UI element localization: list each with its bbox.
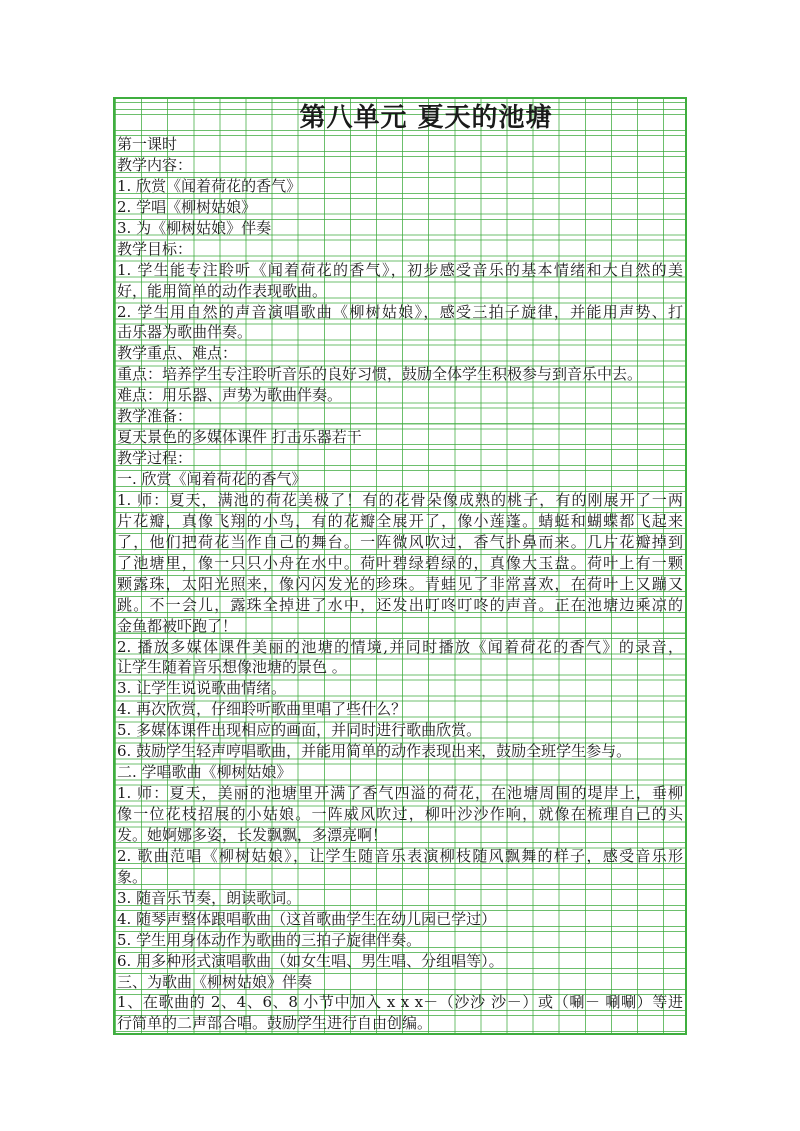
text-line: 颗露珠，太阳光照来，像闪闪发光的珍珠。青蛙见了非常喜欢，在荷叶上又蹦又 — [117, 574, 683, 593]
paragraph — [117, 951, 683, 972]
text-line: 5. 学生用身体动作为歌曲的三拍子旋律伴奏。 — [117, 930, 422, 949]
text-line: 重点：培养学生专注聆听音乐的良好习惯，鼓励全体学生积极参与到音乐中去。 — [117, 365, 643, 384]
paragraph — [117, 155, 683, 176]
document-body — [117, 134, 683, 1034]
text-line: 1. 欣赏《闻着荷花的香气》 — [117, 176, 302, 195]
text-line: 教学过程： — [117, 449, 193, 468]
paragraph — [117, 469, 683, 490]
paragraph — [117, 302, 683, 344]
text-line: 3. 为《柳树姑娘》伴奏 — [117, 218, 272, 237]
paragraph — [117, 406, 683, 427]
text-line: 像一位花枝招展的小姑娘。一阵威风吹过，柳叶沙沙作响，就像在梳理自己的头 — [117, 805, 683, 823]
text-line: 1. 学生能专注聆听《闻着荷花的香气》，初步感受音乐的基本情绪和大自然的美 — [117, 260, 683, 279]
text-line: 3. 随音乐节奏，朗读歌词。 — [117, 888, 302, 907]
text-line: 三、为歌曲《柳树姑娘》伴奏 — [117, 972, 313, 991]
grid-paper-page — [113, 97, 687, 1035]
paragraph — [117, 239, 683, 260]
paragraph — [117, 637, 683, 679]
text-line: 第一课时 — [117, 135, 178, 153]
text-line: 5. 多媒体课件出现相应的画面，并同时进行歌曲欣赏。 — [117, 721, 482, 740]
text-line: 夏天景色的多媒体课件 打击乐器若干 — [117, 428, 362, 447]
text-line: 教学内容： — [117, 155, 193, 174]
text-line: 了池塘里，像一只只小舟在水中。荷叶碧绿碧绿的，真像大玉盘。荷叶上有一颗 — [117, 553, 683, 572]
text-line: 片花瓣，真像飞翔的小鸟，有的花瓣全展开了，像小莲蓬。蜻蜓和蝴蝶都飞起来 — [117, 511, 683, 530]
paragraph — [117, 909, 683, 930]
paragraph — [117, 678, 683, 699]
text-line: 2. 歌曲范唱《柳树姑娘》，让学生随音乐表演柳枝随风飘舞的样子，感受音乐形 — [117, 846, 683, 865]
paragraph — [117, 846, 683, 888]
paragraph — [117, 699, 683, 720]
text-line: 跳。不一会儿，露珠全掉进了水中，还发出叮咚叮咚的声音。正在池塘边乘凉的 — [117, 595, 683, 614]
text-line: 2. 学唱《柳树姑娘》 — [117, 197, 257, 216]
paragraph — [117, 783, 683, 846]
paragraph — [117, 134, 683, 155]
text-line: 教学准备： — [117, 407, 193, 426]
text-line: 金鱼都被吓跑了！ — [117, 616, 238, 635]
paragraph — [117, 197, 683, 218]
paragraph — [117, 972, 683, 993]
text-line: 1、在歌曲的 2、4、6、8 小节中加入 x x x－（沙沙 沙－）或（唰－ 唰唰）等进 — [117, 993, 683, 1012]
text-line: 发。她婀娜多姿，长发飘飘，多漂亮啊！ — [117, 825, 388, 844]
text-line: 教学目标： — [117, 239, 193, 258]
text-line: 4. 随琴声整体跟唱歌曲（这首歌曲学生在幼儿园已学过） — [117, 909, 497, 928]
text-line: 6. 鼓励学生轻声哼唱歌曲，并能用简单的动作表现出来，鼓励全班学生参与。 — [117, 742, 632, 761]
paragraph — [117, 260, 683, 302]
text-line: 1. 师：夏天，满池的荷花美极了！有的花骨朵像成熟的桃子，有的刚展开了一两 — [117, 490, 683, 509]
text-line: 2. 学生用自然的声音演唱歌曲《柳树姑娘》，感受三拍子旋律，并能用声势、打 — [117, 302, 683, 321]
paragraph — [117, 762, 683, 783]
text-line: 教学重点、难点： — [117, 344, 238, 363]
text-line: 让学生随着音乐想像池塘的景色 。 — [117, 658, 347, 677]
text-line: 二. 学唱歌曲《柳树姑娘》 — [117, 763, 292, 782]
paragraph — [117, 720, 683, 741]
text-line: 击乐器为歌曲伴奏。 — [117, 323, 253, 342]
paragraph — [117, 930, 683, 951]
text-line: 象。 — [117, 867, 148, 886]
text-line: 1. 师：夏天，美丽的池塘里开满了香气四溢的荷花，在池塘周围的堤岸上，垂柳 — [117, 784, 683, 803]
paragraph — [117, 343, 683, 364]
text-line: 好，能用简单的动作表现歌曲。 — [117, 281, 328, 300]
paragraph — [117, 888, 683, 909]
text-line: 一. 欣赏《闻着荷花的香气》 — [117, 470, 307, 488]
text-line: 难点：用乐器、声势为歌曲伴奏。 — [117, 386, 343, 405]
paragraph — [117, 490, 683, 637]
text-line: 6. 用多种形式演唱歌曲（如女生唱、男生唱、分组唱等）。 — [117, 951, 504, 970]
paragraph — [117, 176, 683, 197]
paragraph — [117, 992, 683, 1034]
paragraph — [117, 218, 683, 239]
paragraph — [117, 385, 683, 406]
text-line: 3. 让学生说说歌曲情绪。 — [117, 679, 287, 698]
paragraph — [117, 427, 683, 448]
text-line: 2. 播放多媒体课件美丽的池塘的情境,并同时播放《闻着荷花的香气》的录音， — [117, 637, 683, 656]
page-title: 第八单元 夏天的池塘 — [299, 103, 553, 133]
paragraph — [117, 364, 683, 385]
text-line: 了，他们把荷花当作自己的舞台。一阵微风吹过，香气扑鼻而来。几片花瓣掉到 — [117, 532, 683, 551]
paragraph — [117, 448, 683, 469]
paragraph — [117, 741, 683, 762]
text-line: 行简单的二声部合唱。鼓励学生进行自由创编。 — [117, 1014, 433, 1033]
text-line: 4. 再次欣赏，仔细聆听歌曲里唱了些什么？ — [117, 700, 407, 719]
